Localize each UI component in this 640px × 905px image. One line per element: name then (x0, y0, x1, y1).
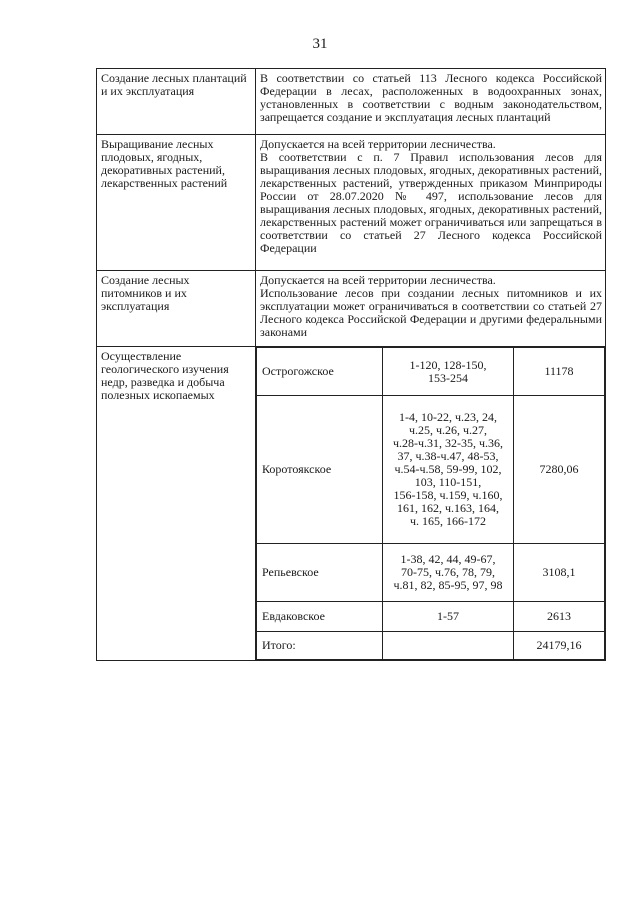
forestry-name: Коротоякское (257, 396, 383, 544)
forest-use-table (96, 68, 606, 661)
activity-line: недр, разведка и добыча (101, 375, 225, 389)
activity-cell (97, 135, 256, 271)
subtable-row-total (257, 632, 605, 660)
area-value: 11178 (514, 348, 605, 396)
quarters-cell (383, 632, 514, 660)
quarters-line: ч.25, ч.26, ч.27, (408, 423, 488, 437)
area-value: 3108,1 (514, 544, 605, 602)
quarters-line: 70-75, ч.76, 78, 79, (400, 565, 496, 579)
activity-cell (97, 271, 256, 347)
description-cell (256, 69, 606, 135)
forestry-name: Репьевское (257, 544, 383, 602)
activity-line: Создание лесных плантаций (101, 71, 247, 85)
subtable-row (257, 348, 605, 396)
geology-subtable (256, 347, 605, 660)
forestry-name: Острогожское (257, 348, 383, 396)
activity-line: Создание лесных (101, 273, 190, 287)
subtable-row (257, 602, 605, 632)
description-text: Использование лесов при создании лесных питомников и их эксплуатации может ограничиваться в соответствии со статьей 27 Лесного кодекса Российской Федерации и другими федеральными законами (260, 286, 602, 339)
subtable-row (257, 396, 605, 544)
description-text: В соответствии с п. 7 Правил использования лесов для выращивания лесных плодовых, ягодных, декоративных растений, лекарственных растений, утвержденных приказом Минприроды России от 28.07.2020 № 497, использование лесов для выращивания лесных плодовых, ягодных, декоративных растений, лекарственных растений может ограничиваться или запрещаться в соответствии со статьей 27 Лесного кодекса Российской Федерации (260, 150, 602, 255)
description-text: Допускается на всей территории лесничества. (260, 273, 496, 287)
quarters-line: 156-158, ч.159, ч.160, (393, 488, 503, 502)
quarters-cell (383, 544, 514, 602)
quarters-line: ч.54-ч.58, 59-99, 102, (394, 462, 502, 476)
quarters-line: 1-120, 128-150, (409, 357, 487, 372)
activity-cell (97, 347, 256, 661)
quarters-line: ч.28-ч.31, 32-35, ч.36, (392, 436, 504, 450)
quarters-line: ч. 165, 166-172 (409, 514, 487, 528)
table-row (97, 271, 606, 347)
quarters-line: ч.81, 82, 85-95, 97, 98 (393, 578, 503, 592)
geology-subtable-cell (256, 347, 606, 661)
description-text: Допускается на всей территории лесничества. (260, 137, 496, 151)
table-row (97, 347, 606, 661)
quarters-line: 1-38, 42, 44, 49-67, (400, 552, 496, 566)
quarters-line: 161, 162, ч.163, 164, (396, 501, 500, 515)
activity-line: питомников и их (101, 286, 187, 300)
activity-cell (97, 69, 256, 135)
area-value: 2613 (514, 602, 605, 632)
total-area-value: 24179,16 (514, 632, 605, 660)
description-text: В соответствии со статьей 113 Лесного кодекса Российской Федерации в лесах, расположенных в водоохранных зонах, установленных в соответствии с водным законодательством, запрещается создание и эксплуатация лесных плантаций (260, 71, 602, 124)
quarters-line: 37, ч.38-ч.47, 48-53, (397, 449, 499, 463)
quarters-line: 153-254 (428, 370, 468, 385)
area-value: 7280,06 (514, 396, 605, 544)
quarters-cell (383, 348, 514, 396)
activity-line: плодовых, ягодных, (101, 150, 203, 164)
quarters-line: 103, 110-151, (414, 475, 482, 489)
table-row (97, 135, 606, 271)
activity-line: Осуществление (101, 349, 182, 363)
quarters-line: 1-4, 10-22, ч.23, 24, (398, 410, 498, 424)
activity-line: полезных ископаемых (101, 388, 215, 402)
description-cell (256, 135, 606, 271)
quarters-cell (383, 602, 514, 632)
total-label: Итого: (257, 632, 383, 660)
quarters-line: 1-57 (437, 609, 459, 623)
description-cell (256, 271, 606, 347)
forestry-name: Евдаковское (257, 602, 383, 632)
quarters-cell (383, 396, 514, 544)
activity-line: лекарственных растений (101, 176, 228, 190)
activity-line: Выращивание лесных (101, 137, 214, 151)
subtable-row (257, 544, 605, 602)
activity-line: эксплуатация (101, 299, 170, 313)
table-row (97, 69, 606, 135)
activity-line: и их эксплуатация (101, 84, 195, 98)
activity-line: геологического изучения (101, 362, 229, 376)
page-number: 31 (312, 36, 328, 52)
activity-line: декоративных растений, (101, 163, 225, 177)
